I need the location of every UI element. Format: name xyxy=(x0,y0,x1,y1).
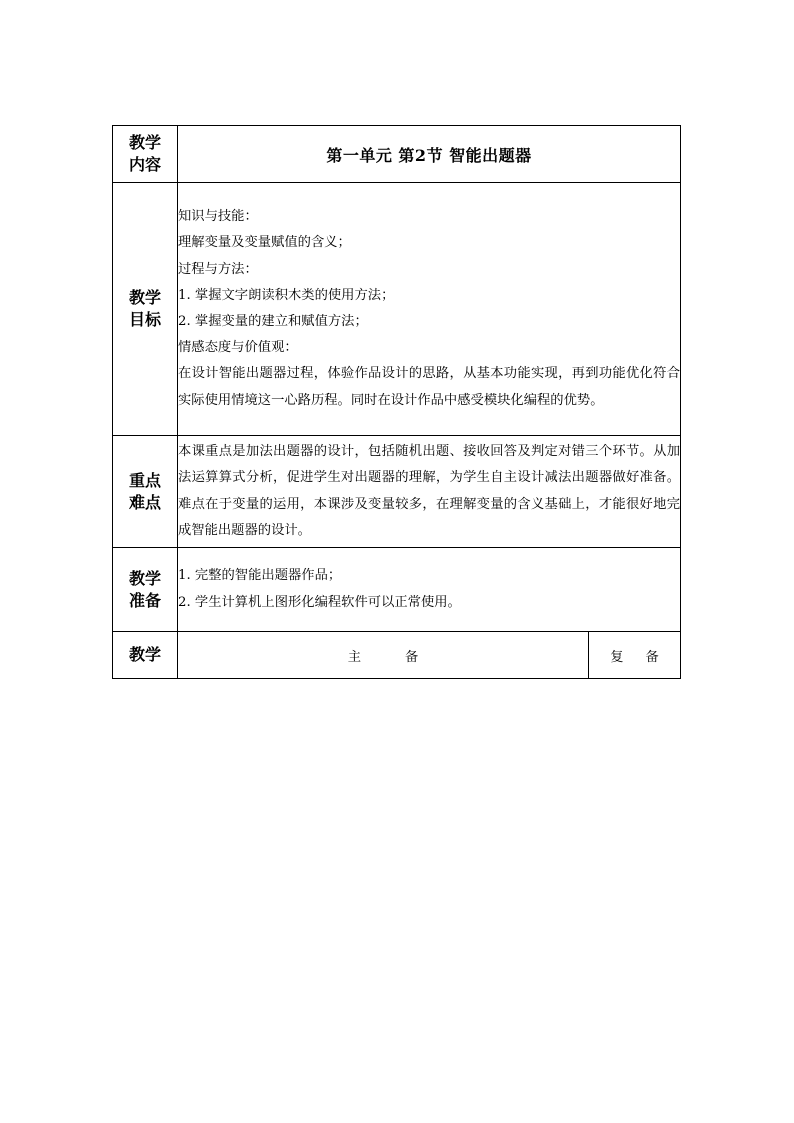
label-line: 目标 xyxy=(128,310,161,329)
objective-line: 过程与方法： xyxy=(178,261,258,277)
label-line: 教学 xyxy=(128,645,161,664)
label-teaching-process xyxy=(113,632,178,679)
label-line: 教学 xyxy=(128,568,161,588)
label-teaching-objectives xyxy=(113,183,178,436)
preparation-line: 2. 学生计算机上图形化编程软件可以正常使用。 xyxy=(178,594,461,610)
row-teaching-process xyxy=(113,632,681,679)
label-teaching-content xyxy=(113,126,178,183)
label-line: 内容 xyxy=(128,155,161,174)
row-teaching-content xyxy=(113,126,681,183)
label-line: 教学 xyxy=(128,288,161,307)
key-points-paragraph: 本课重点是加法出题器的设计，包括随机出题、接收回答及判定对错三个环节。从加法运算算式分析，促进学生对出题器的理解，为学生自主设计减法出题器做好准备。难点在于变量的运用，本课涉及变量较多，在理解变量的含义基础上，才能很好地完成智能出题器的设计。 xyxy=(178,444,680,538)
row-teaching-preparation xyxy=(113,548,681,632)
objective-line: 知识与技能： xyxy=(178,209,258,225)
label-line: 准备 xyxy=(128,590,161,610)
key-points-content xyxy=(178,436,681,548)
label-line: 难点 xyxy=(128,492,161,512)
lesson-plan-table xyxy=(112,125,681,679)
label-key-points xyxy=(113,436,178,548)
preparation-content xyxy=(178,548,681,632)
row-teaching-objectives xyxy=(113,183,681,436)
objective-paragraph: 在设计智能出题器过程，体验作品设计的思路，从基本功能实现，再到功能优化符合实际使用情境这一心路历程。同时在设计作品中感受模块化编程的优势。 xyxy=(178,366,680,408)
objectives-content xyxy=(178,183,681,436)
lesson-title: 第一单元 第2节 智能出题器 xyxy=(178,126,681,183)
main-prep-char: 主 xyxy=(347,649,361,665)
preparation-line: 1. 完整的智能出题器作品； xyxy=(178,568,342,584)
label-line: 教学 xyxy=(128,133,161,152)
review-prep-header xyxy=(589,632,681,679)
main-prep-header xyxy=(178,632,589,679)
objective-line: 1. 掌握文字朗读积木类的使用方法； xyxy=(178,287,395,303)
review-prep-char: 备 xyxy=(645,649,659,665)
row-key-points xyxy=(113,436,681,548)
objective-line: 2. 掌握变量的建立和赋值方法； xyxy=(178,314,368,329)
label-line: 重点 xyxy=(128,470,161,490)
review-prep-char: 复 xyxy=(610,649,624,665)
objective-line: 理解变量及变量赋值的含义； xyxy=(178,235,351,251)
main-prep-char: 备 xyxy=(405,649,419,665)
objective-line: 情感态度与价值观： xyxy=(178,340,298,356)
label-teaching-preparation xyxy=(113,548,178,632)
